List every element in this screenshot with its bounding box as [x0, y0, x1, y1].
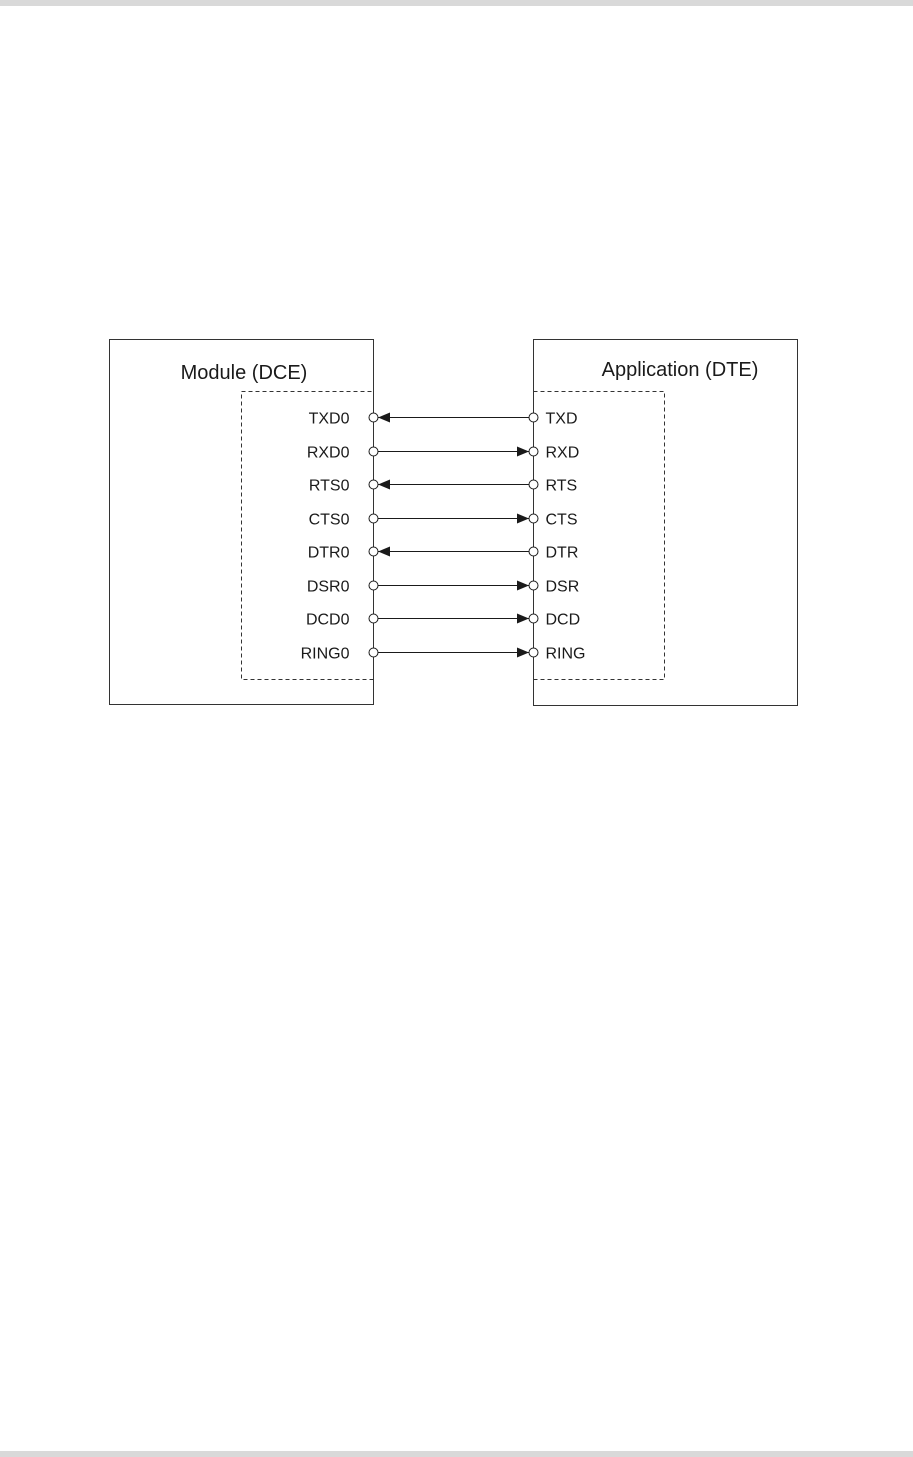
- application-pin-rxd: [529, 447, 538, 456]
- application-pin-dtr: [529, 547, 538, 556]
- module-pin-dsr0: [369, 581, 378, 590]
- application-pin-label: RTS: [545, 477, 578, 495]
- module-pin-label: DTR0: [307, 544, 350, 562]
- module-pin-label: RTS0: [308, 477, 350, 495]
- module-pin-label: DCD0: [305, 611, 350, 629]
- application-title: Application (DTE): [601, 359, 759, 381]
- application-pin-dsr: [529, 581, 538, 590]
- signal-rows: [301, 411, 586, 663]
- application-interface-box: [534, 392, 665, 680]
- module-pin-txd0: [369, 413, 378, 422]
- module-pin-rts0: [369, 480, 378, 489]
- page-bottom-edge: [0, 1451, 913, 1457]
- application-pin-label: DSR: [545, 578, 580, 596]
- application-pin-label: DCD: [545, 611, 581, 629]
- module-pin-cts0: [369, 514, 378, 523]
- application-pin-label: RING: [545, 645, 586, 663]
- module-pin-ring0: [369, 648, 378, 657]
- application-pin-label: CTS: [545, 511, 578, 529]
- module-pin-label: TXD0: [308, 410, 350, 428]
- module-pin-label: CTS0: [308, 511, 350, 529]
- application-pin-txd: [529, 413, 538, 422]
- application-pin-label: DTR: [545, 544, 579, 562]
- module-pin-label: DSR0: [306, 578, 350, 596]
- application-pin-dcd: [529, 614, 538, 623]
- module-pin-dtr0: [369, 547, 378, 556]
- application-pin-label: RXD: [545, 444, 580, 462]
- module-title: Module (DCE): [180, 362, 308, 384]
- application-pin-rts: [529, 480, 538, 489]
- module-pin-rxd0: [369, 447, 378, 456]
- module-pin-label: RING0: [300, 645, 350, 663]
- application-pin-cts: [529, 514, 538, 523]
- module-pin-label: RXD0: [306, 444, 350, 462]
- application-pin-label: TXD: [545, 410, 578, 428]
- module-pin-dcd0: [369, 614, 378, 623]
- module-interface-box: [242, 392, 374, 680]
- application-pin-ring: [529, 648, 538, 657]
